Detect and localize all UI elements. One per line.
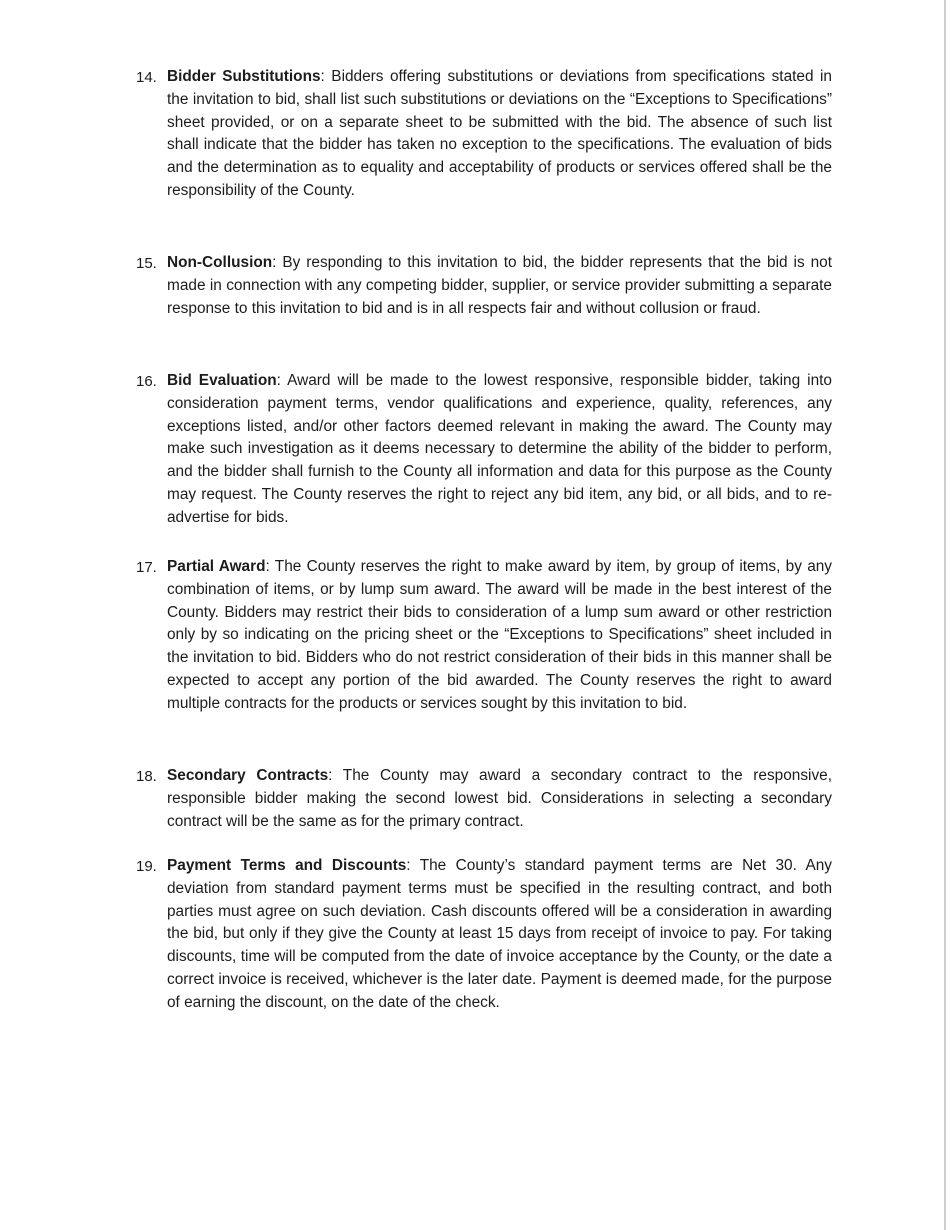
clause-number: 19. — [136, 858, 157, 875]
clause-number: 16. — [136, 373, 157, 390]
clause-paragraph — [167, 765, 832, 833]
clause-17 — [136, 556, 832, 716]
clause-separator: : — [272, 254, 277, 271]
clause-heading: Bidder Substitutions — [167, 68, 321, 85]
clause-text: Bidders offering substitutions or deviations from specifications stated in the invitation to bid, shall list such substitutions or deviations on the “Exceptions to Specifications” sheet provided, or on a separate sheet to be submitted with the bid. The absence of such list shall indicate that the bidder has taken no exception to the specifications. The evaluation of bids and the determination as to equality and acceptability of products or services offered shall be the responsibility of the County. — [167, 68, 832, 199]
scan-edge-line — [944, 0, 946, 1230]
clause-paragraph — [167, 855, 832, 1015]
clause-15 — [136, 252, 832, 320]
clause-separator: : — [406, 857, 411, 874]
clause-separator: : — [276, 372, 281, 389]
clause-number: 17. — [136, 559, 157, 576]
clause-number: 15. — [136, 255, 157, 272]
clause-16 — [136, 370, 832, 530]
clause-18 — [136, 765, 832, 833]
clause-number: 14. — [136, 69, 157, 86]
clause-text: Award will be made to the lowest responsive, responsible bidder, taking into consideration payment terms, vendor qualifications and experience, quality, references, any exceptions listed, and/or other factors deemed relevant in making the award. The County may make such investigation as it deems necessary to determine the ability of the bidder to perform, and the bidder shall furnish to the County all information and data for this purpose as the County may request. The County reserves the right to reject any bid item, any bid, or all bids, and to re-advertise for bids. — [167, 372, 832, 526]
clause-paragraph — [167, 252, 832, 320]
clause-number: 18. — [136, 768, 157, 785]
clause-paragraph — [167, 370, 832, 530]
clause-text: The County may award a secondary contract to the responsive, responsible bidder making the second lowest bid. Considerations in selecting a secondary contract will be the same as for the primary contract. — [167, 767, 833, 830]
clause-paragraph — [167, 66, 832, 203]
clause-heading: Payment Terms and Discounts — [167, 857, 407, 874]
clause-separator: : — [265, 558, 270, 575]
clause-separator: : — [328, 767, 333, 784]
clause-text: The County reserves the right to make award by item, by group of items, by any combination of items, or by lump sum award. The award will be made in the best interest of the County. Bidders may restrict their bids to consideration of a lump sum award or other restriction only by so indicating on the pricing sheet or the “Exceptions to Specifications” sheet included in the invitation to bid. Bidders who do not restrict consideration of their bids in this manner shall be expected to accept any portion of the bid awarded. The County reserves the right to award multiple contracts for the products or services sought by this invitation to bid. — [167, 558, 833, 712]
clause-heading: Bid Evaluation — [167, 372, 277, 389]
clause-heading: Partial Award — [167, 558, 266, 575]
clause-paragraph — [167, 556, 832, 716]
clause-separator: : — [320, 68, 325, 85]
clause-heading: Non-Collusion — [167, 254, 273, 271]
clause-19 — [136, 855, 832, 1015]
clause-14 — [136, 66, 832, 203]
clause-text: The County’s standard payment terms are Net 30. Any deviation from standard payment terms must be specified in the resulting contract, and both parties must agree on such deviation. Cash discounts offered will be a consideration in awarding the bid, but only if they give the County at least 15 days from receipt of invoice to pay. For taking discounts, time will be computed from the date of invoice acceptance by the County, or the date a correct invoice is received, whichever is the later date. Payment is deemed made, for the purpose of earning the discount, on the date of the check. — [167, 857, 832, 1011]
clause-text: By responding to this invitation to bid, the bidder represents that the bid is not made in connection with any competing bidder, supplier, or service provider submitting a separate response to this invitation to bid and is in all respects fair and without collusion or fraud. — [167, 254, 832, 317]
clause-heading: Secondary Contracts — [167, 767, 329, 784]
